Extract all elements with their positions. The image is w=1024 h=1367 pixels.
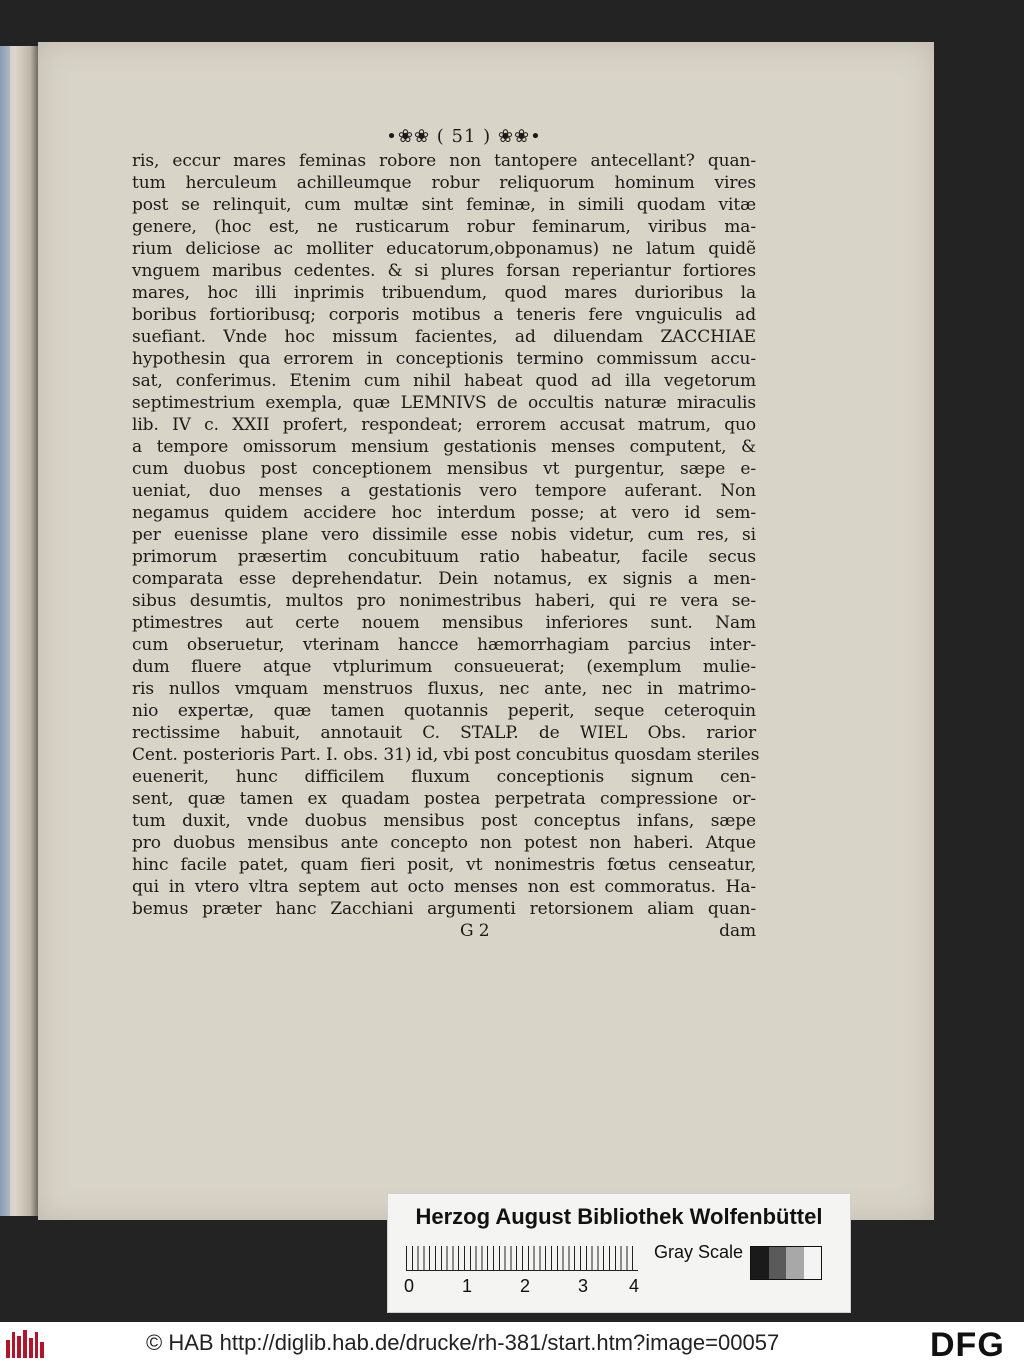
text-line: genere, (hoc est, ne rusticarum robur feminarum, viribus ma-: [132, 217, 756, 237]
text-line: ueniat, duo menses a gestationis vero tempore auferant. Non: [132, 481, 756, 501]
logo-bar: [29, 1338, 33, 1358]
text-line: bemus præter hanc Zacchiani argumenti retorsionem aliam quan-: [132, 899, 756, 919]
text-line: tum duxit, vnde duobus mensibus post conceptus infans, sæpe: [132, 811, 756, 831]
grayscale-label: Gray Scale: [654, 1242, 744, 1262]
text-line: sibus desumtis, multos pro nonimestribus haberi, qui re vera se-: [132, 591, 756, 611]
text-line: lib. IV c. XXII profert, respondeat; errorem accusat matrum, quo: [132, 415, 756, 435]
logo-bar: [17, 1336, 21, 1358]
logo-bar: [35, 1332, 39, 1358]
text-line: comparata esse deprehendatur. Dein notamus, ex signis a men-: [132, 569, 756, 589]
text-line: a tempore omissorum mensium gestationis menses computent, &: [132, 437, 756, 457]
text-line: tum herculeum achilleumque robur reliquorum hominum vires: [132, 173, 756, 193]
text-line: septimestrium exempla, quæ LEMNIVS de occultis naturæ miraculis: [132, 393, 756, 413]
text-line: boribus fortioribusq; corporis motibus a teneris fere vnguiculis ad: [132, 305, 756, 325]
ruler-number: 3: [578, 1276, 589, 1296]
signature-mark: G 2: [460, 921, 490, 941]
ruler-number: 1: [462, 1276, 473, 1296]
text-line: qui in vtero vltra septem aut octo menses non est commoratus. Ha-: [132, 877, 756, 897]
text-line: sent, quæ tamen ex quadam postea perpetrata compressione or-: [132, 789, 756, 809]
page-header: •❀❀ ( 51 ) ❀❀•: [386, 126, 542, 147]
grayscale-swatch: [804, 1247, 822, 1279]
text-line: ris, eccur mares feminas robore non tantopere antecellant? quan-: [132, 151, 756, 171]
text-line: primorum præsertim concubituum ratio habeatur, facile secus: [132, 547, 756, 567]
text-line: suefiant. Vnde hoc missum facientes, ad diluendam ZACCHIAE: [132, 327, 756, 347]
text-line: ptimestres aut certe nouem mensibus inferiores sunt. Nam: [132, 613, 756, 633]
text-line: negamus quidem accidere hoc interdum posse; at vero id sem-: [132, 503, 756, 523]
logo-bar: [12, 1332, 16, 1358]
text-line: dum fluere atque vtplurimum consueuerat; (exemplum mulie-: [132, 657, 756, 677]
text-line: hinc facile patet, quam fieri posit, vt nonimestris fœtus censeatur,: [132, 855, 756, 875]
text-line: per euenisse plane vero dissimile esse nobis videtur, cum res, si: [132, 525, 756, 545]
text-line: Cent. posterioris Part. I. obs. 31) id, vbi post concubitus quosdam steriles: [132, 745, 760, 765]
text-line: rectissime habuit, annotauit C. STALP. de WIEL Obs. rarior: [132, 723, 756, 743]
text-line: nio expertæ, quæ tamen quotannis peperit, seque ceteroquin: [132, 701, 756, 721]
logo-bar: [23, 1330, 27, 1358]
color-target-card: [387, 1193, 851, 1313]
footer-copyright-link[interactable]: © HAB http://diglib.hab.de/drucke/rh-381/start.htm?image=00057: [146, 1330, 780, 1355]
grayscale-swatch: [769, 1247, 787, 1279]
dfg-logo[interactable]: DFG: [930, 1326, 1005, 1364]
text-line: mares, hoc illi inprimis tribuendum, quod mares durioribus la: [132, 283, 756, 303]
previous-page-binding: [0, 46, 10, 1216]
library-title: Herzog August Bibliothek Wolfenbüttel: [415, 1204, 823, 1229]
text-line: hypothesin qua errorem in conceptionis termino commissum accu-: [132, 349, 756, 369]
scale-ruler: [406, 1246, 638, 1271]
text-line: vnguem maribus cedentes. & si plures forsan reperiantur fortiores: [132, 261, 756, 281]
ruler-number: 0: [404, 1276, 415, 1296]
page-footer-line: [132, 920, 756, 942]
hab-logo-icon[interactable]: [6, 1330, 44, 1358]
text-line: euenerit, hunc difficilem fluxum conceptionis signum cen-: [132, 767, 756, 787]
text-lines: [132, 150, 760, 920]
ruler-number: 2: [520, 1276, 531, 1296]
text-line: post se relinquit, cum multæ sint feminæ, in simili quodam vitæ: [132, 195, 756, 215]
text-line: ris nullos vmquam menstruos fluxus, nec ante, nec in matrimo-: [132, 679, 756, 699]
text-line: rium deliciose ac molliter educatorum,obponamus) ne latum quidẽ: [132, 239, 756, 259]
text-line: pro duobus mensibus ante concepto non potest non haberi. Atque: [132, 833, 756, 853]
grayscale-bar: [750, 1246, 822, 1280]
page-text: [132, 124, 760, 942]
grayscale-swatch: [786, 1247, 804, 1279]
book-page: [38, 42, 934, 1220]
text-line: cum obseruetur, vterinam hancce hæmorrhagiam parcius inter-: [132, 635, 756, 655]
logo-bar: [40, 1342, 44, 1358]
text-line: cum duobus post conceptionem mensibus vt purgentur, sæpe e-: [132, 459, 756, 479]
logo-bar: [6, 1340, 10, 1358]
catchword: dam: [719, 921, 756, 941]
grayscale-swatch: [751, 1247, 769, 1279]
text-line: sat, conferimus. Etenim cum nihil habeat quod ad illa vegetorum: [132, 371, 756, 391]
ruler-number: 4: [629, 1276, 640, 1296]
